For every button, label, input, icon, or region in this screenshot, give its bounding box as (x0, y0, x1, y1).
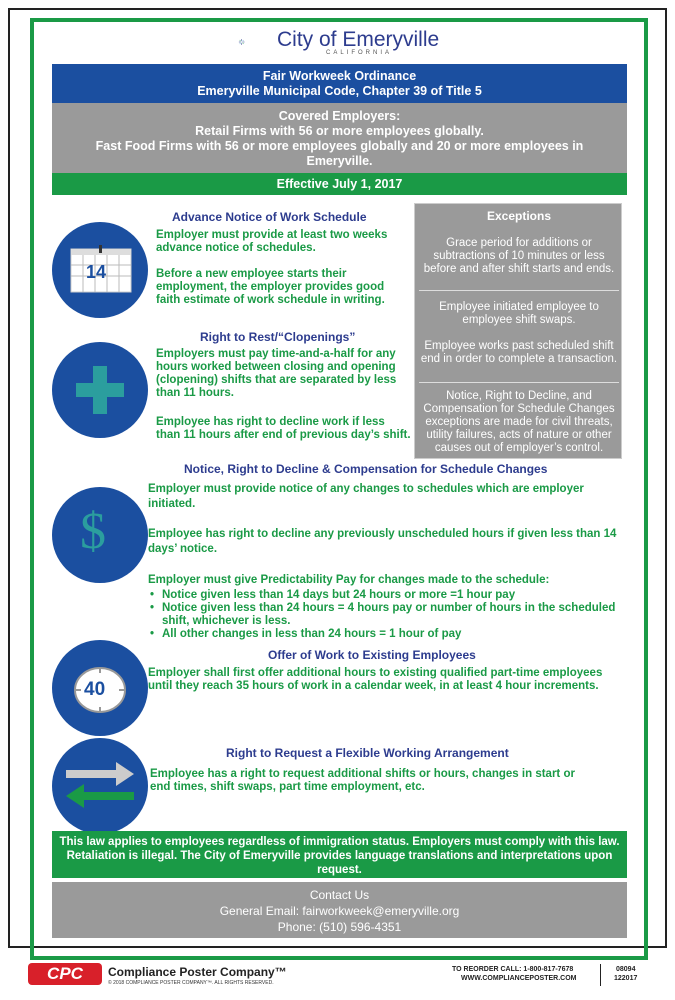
rest-heading: Right to Rest/“Clopenings” (200, 330, 356, 344)
title-line2: Emeryville Municipal Code, Chapter 39 of Title 5 (197, 84, 482, 98)
title-band (52, 64, 627, 103)
notice-heading: Notice, Right to Decline & Compensation for Schedule Changes (184, 462, 548, 476)
contact-email: General Email: fairworkweek@emeryville.org (219, 904, 460, 918)
exception-4: Notice, Right to Decline, and Compensation for Schedule Changes exceptions are made for civil threats, utility failures, acts of nature or other causes out of employer’s control. (423, 390, 615, 454)
contact-phone: Phone: (510) 596-4351 (277, 920, 402, 934)
exceptions-box (414, 203, 622, 459)
advance-text-2: Before a new employee starts their employment, the employer provides good faith estimate of work schedule in writing. (156, 268, 385, 306)
rest-text-2: Employee has right to decline work if less than 11 hours after end of previous day’s shift. (156, 416, 411, 441)
covered-line3: Fast Food Firms with 56 or more employees globally and 20 or more employees in Emeryville. (95, 139, 584, 168)
exception-2: Employee initiated employee to employee shift swaps. (439, 301, 599, 326)
covered-band (52, 103, 627, 173)
notice-text-1: Employer must provide notice of any changes to schedules which are employer initiated. (148, 483, 584, 510)
flex-heading: Right to Request a Flexible Working Arrangement (226, 746, 509, 760)
effective-band: Effective July 1, 2017 (52, 173, 627, 195)
footer-divider (600, 964, 601, 986)
contact-heading: Contact Us (309, 888, 370, 902)
list-item: • Notice given less than 24 hours = 4 hours pay or number of hours in the scheduled shift, whichever is less. (148, 602, 618, 628)
exception-1: Grace period for additions or subtractions of 10 minutes or less before and after shift starts and ends. (423, 237, 615, 275)
advance-heading: Advance Notice of Work Schedule (172, 210, 367, 224)
swap-arrows-icon (64, 760, 136, 810)
emeryville-logo-icon (238, 24, 278, 60)
logo-text: City of Emeryville (277, 28, 440, 51)
logo-subtext: CALIFORNIA (326, 50, 393, 56)
reorder-phone: TO REORDER CALL: 1-800-817-7678 (452, 966, 574, 973)
plus-icon (74, 364, 126, 416)
notice-text-2: Employee has right to decline any previously unscheduled hours if given less than 14 days’ notice. (148, 528, 617, 555)
advance-text-1: Employer must provide at least two weeks advance notice of schedules. (156, 229, 388, 254)
website: WWW.COMPLIANCEPOSTER.COM (461, 975, 577, 982)
exception-3: Employee works past scheduled shift end in order to complete a transaction. (420, 340, 618, 365)
flex-text: Employee has a right to request additional shifts or hours, changes in start or end times, shift swaps, part time employment, etc. (150, 768, 575, 793)
law-band: This law applies to employees regardless of immigration status. Employers must comply with this law. Retaliation is illegal. The City of Emeryville provides language translations and interpretations upon request. (52, 831, 627, 878)
exceptions-heading: Exceptions (486, 209, 552, 223)
title-line1: Fair Workweek Ordinance (262, 69, 417, 83)
cpc-logo: CPC (28, 963, 102, 985)
predictability-list (148, 589, 618, 641)
offer-heading: Offer of Work to Existing Employees (268, 648, 476, 662)
notice-text-3: Employer must give Predictability Pay for changes made to the schedule: (148, 574, 550, 586)
divider (419, 290, 619, 291)
divider (419, 382, 619, 383)
calendar-number: 14 (86, 262, 107, 282)
offer-text: Employer shall first offer additional hours to existing qualified part-time employees until they reach 35 hours of work in a calendar week, in at least 4 hour increments. (148, 667, 603, 692)
contact-band (52, 882, 627, 938)
rest-text-1: Employers must pay time-and-a-half for any hours worked between closing and opening (clopening) shifts that are separated by less than 11 hours. (156, 348, 397, 399)
dollar-icon: $ (80, 503, 106, 560)
copyright: © 2018 COMPLIANCE POSTER COMPANY™. ALL RIGHTS RESERVED. (108, 980, 274, 986)
covered-line1: Covered Employers: (278, 109, 401, 123)
company-name: Compliance Poster Company™ (108, 965, 287, 979)
list-item: • All other changes in less than 24 hours = 1 hour of pay (148, 628, 618, 641)
covered-line2: Retail Firms with 56 or more employees globally. (195, 124, 484, 138)
list-item: • Notice given less than 14 days but 24 hours or more =1 hour pay (148, 589, 618, 602)
clock-number: 40 (84, 679, 106, 700)
footer (0, 960, 675, 1000)
poster-code: 08094 (616, 966, 636, 973)
poster-date-code: 122017 (614, 975, 638, 982)
